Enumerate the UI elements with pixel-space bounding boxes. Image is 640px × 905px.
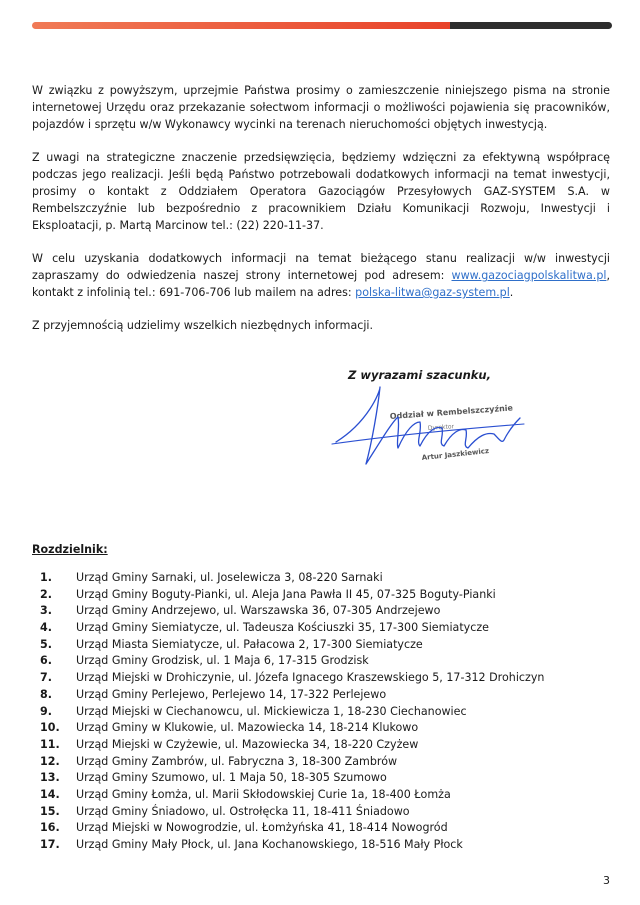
list-item-number: 13.	[40, 771, 60, 785]
closing-salutation: Z wyrazami szacunku,	[348, 368, 491, 382]
list-item-number: 11.	[40, 737, 60, 751]
list-item-number: 17.	[40, 838, 60, 851]
list-item	[32, 653, 610, 670]
list-item-number: 10.	[40, 721, 60, 735]
list-item-number: 4.	[40, 621, 52, 635]
header-accent-bar	[32, 22, 612, 29]
list-item	[32, 570, 610, 587]
list-item-number: 9.	[40, 704, 52, 718]
website-link[interactable]: www.gazociagpolskalitwa.pl	[451, 269, 607, 282]
contact-text-3: .	[509, 286, 514, 299]
stamp-line-3: Artur Jaszkiewicz	[421, 446, 490, 462]
list-item-text: Urząd Gminy Andrzejewo, ul. Warszawska 36, 07-305 Andrzejewo	[76, 604, 441, 618]
list-item	[32, 837, 610, 854]
distribution-title: Rozdzielnik:	[32, 543, 108, 556]
list-item	[32, 737, 610, 754]
list-item	[32, 754, 610, 771]
list-item	[32, 670, 610, 687]
contact-text-2: , kontakt z infolinią tel.: 691-706-706 lub mailem na adres:	[32, 269, 610, 299]
paragraph-cooperation: Z uwagi na strategiczne znaczenie przedsięwzięcia, będziemy wdzięczni za efektywną współpracę podczas jego realizacji. Jeśli będą Państwo potrzebowali dodatkowych informacji na temat inwestycji, prosimy o kontakt z Oddziałem Operatora Gazociągów Przesyłowych GAZ-SYSTEM S.A. w Rembelszczyźnie lub bezpośrednio z pracownikiem Działu Komunikacji Rozwoju, Inwestycji i Eksploatacji, p. Martą Marcinow tel.: (22) 220-11-37.	[32, 151, 610, 232]
list-item-number: 3.	[40, 604, 52, 618]
list-item-text: Urząd Miejski w Czyżewie, ul. Mazowiecka 34, 18-220 Czyżew	[76, 737, 419, 751]
list-item	[32, 704, 610, 721]
list-item	[32, 620, 610, 637]
list-item-text: Urząd Gminy Zambrów, ul. Fabryczna 3, 18-300 Zambrów	[76, 754, 398, 768]
list-item-number: 2.	[40, 587, 52, 601]
list-item-number: 12.	[40, 754, 60, 768]
paragraph-final: Z przyjemnością udzielimy wszelkich niezbędnych informacji.	[32, 319, 374, 332]
list-item-text: Urząd Miejski w Ciechanowcu, ul. Mickiewicza 1, 18-230 Ciechanowiec	[76, 704, 467, 718]
contact-text-1: W celu uzyskania dodatkowych informacji na temat bieżącego stanu realizacji w/w inwestycji zapraszamy do odwiedzenia naszej strony internetowej pod adresem:	[32, 252, 610, 282]
list-item-text: Urząd Gminy Siemiatycze, ul. Tadeusza Kościuszki 35, 17-300 Siemiatycze	[76, 621, 489, 635]
list-item	[32, 587, 610, 604]
list-item	[32, 603, 610, 620]
list-item-text: Urząd Gminy Śniadowo, ul. Ostrołęcka 11, 18-411 Śniadowo	[76, 804, 410, 818]
list-item-number: 14.	[40, 787, 60, 801]
paragraph-contact	[32, 250, 610, 301]
list-item-text: Urząd Gminy Grodzisk, ul. 1 Maja 6, 17-315 Grodzisk	[76, 654, 369, 668]
list-item-number: 6.	[40, 654, 52, 668]
email-link[interactable]: polska-litwa@gaz-system.pl	[355, 286, 510, 299]
list-item-number: 5.	[40, 637, 52, 651]
stamp-line-1: Oddział w Rembelszczyźnie	[389, 403, 514, 421]
list-item-text: Urząd Gminy Boguty-Pianki, ul. Aleja Jana Pawła II 45, 07-325 Boguty-Pianki	[76, 587, 496, 601]
paragraph-request: W związku z powyższym, uprzejmie Państwa prosimy o zamieszczenie niniejszego pisma na stronie internetowej Urzędu oraz przekazanie sołectwom informacji o możliwości pojawienia się pracowników, pojazdów i sprzętu w/w Wykonawcy wycinki na terenach nieruchomości objętych inwestycją.	[32, 84, 610, 131]
distribution-list	[32, 570, 610, 854]
list-item	[32, 820, 610, 837]
list-item-number: 1.	[40, 571, 52, 584]
list-item	[32, 637, 610, 654]
stamp-line-2: Dyrektor	[427, 423, 455, 432]
letter-body	[32, 82, 610, 350]
list-item-text: Urząd Gminy Szumowo, ul. 1 Maja 50, 18-305 Szumowo	[76, 771, 387, 785]
list-item-text: Urząd Gminy Perlejewo, Perlejewo 14, 17-322 Perlejewo	[76, 687, 387, 701]
list-item	[32, 770, 610, 787]
list-item-text: Urząd Gminy Sarnaki, ul. Joselewicza 3, 08-220 Sarnaki	[76, 571, 383, 584]
header-bar-dark-segment	[450, 22, 612, 29]
list-item-text: Urząd Miejski w Nowogrodzie, ul. Łomżyńska 41, 18-414 Nowogród	[76, 821, 448, 835]
list-item-number: 15.	[40, 804, 60, 818]
distribution-list-section	[32, 543, 610, 854]
list-item-text: Urząd Gminy w Klukowie, ul. Mazowiecka 14, 18-214 Klukowo	[76, 721, 419, 735]
list-item-number: 7.	[40, 671, 52, 685]
list-item-number: 8.	[40, 687, 52, 701]
list-item	[32, 804, 610, 821]
list-item	[32, 720, 610, 737]
list-item-text: Urząd Gminy Łomża, ul. Marii Skłodowskiej Curie 1a, 18-400 Łomża	[76, 787, 451, 801]
list-item	[32, 687, 610, 704]
list-item-text: Urząd Miasta Siemiatycze, ul. Pałacowa 2, 17-300 Siemiatycze	[76, 637, 423, 651]
list-item-text: Urząd Miejski w Drohiczynie, ul. Józefa Ignacego Kraszewskiego 5, 17-312 Drohiczyn	[76, 671, 545, 685]
list-item	[32, 787, 610, 804]
page-number: 3	[603, 874, 610, 887]
list-item-text: Urząd Gminy Mały Płock, ul. Jana Kochanowskiego, 18-516 Mały Płock	[76, 838, 463, 851]
signature-stamp	[328, 382, 528, 474]
list-item-number: 16.	[40, 821, 60, 835]
header-bar-red-segment	[32, 22, 450, 29]
